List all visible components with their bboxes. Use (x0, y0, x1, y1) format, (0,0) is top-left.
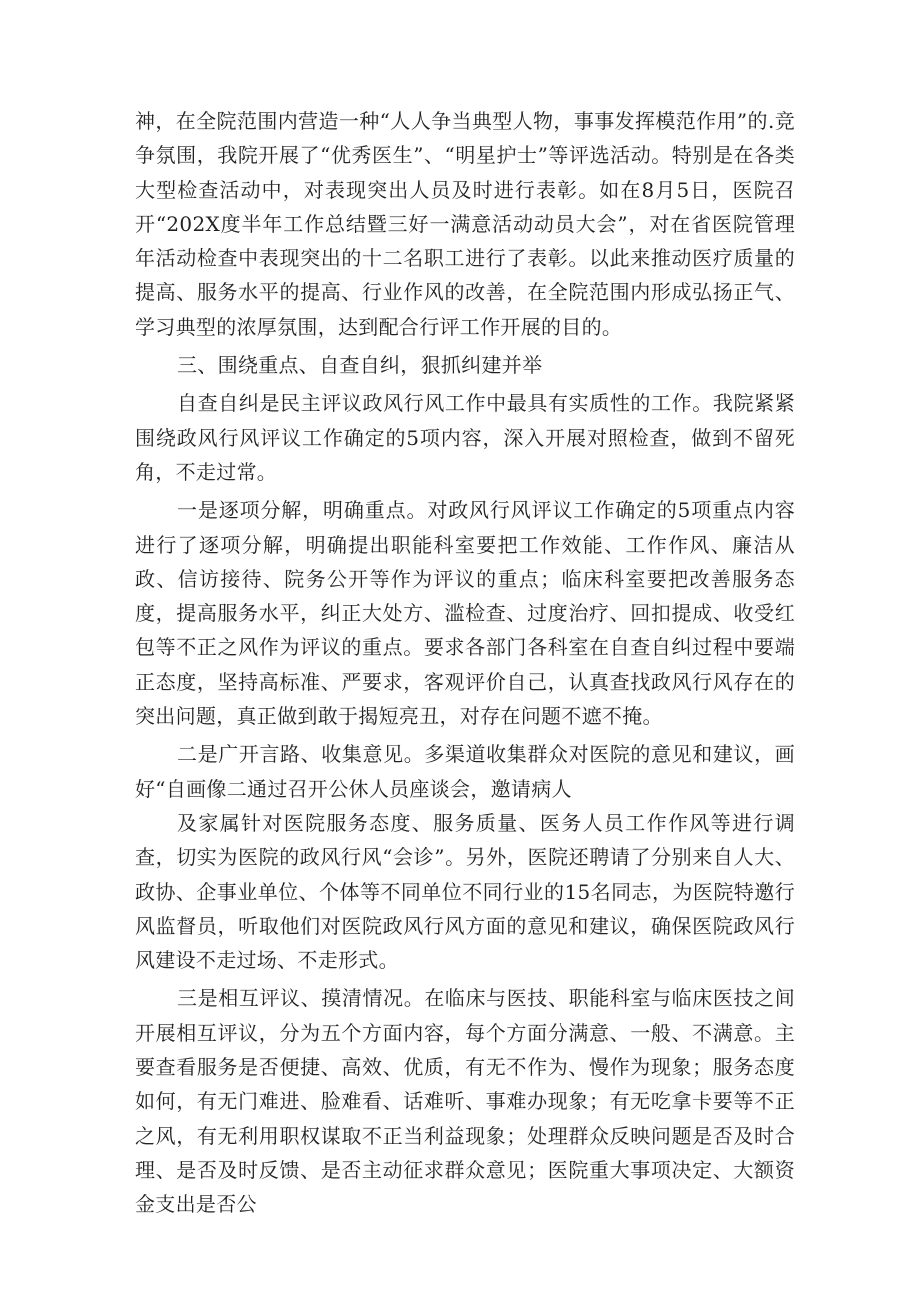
paragraph: 及家属针对医院服务态度、服务质量、医务人员工作作风等进行调查，切实为医院的政风行风“会诊”。另外，医院还聘请了分别来自人大、政协、企事业单位、个体等不同单位不同行业的15名同志，为医院特邀行风监督员，听取他们对医院政风行风方面的意见和建议，确保医院政风行风建设不走过场、不走形式。 (135, 810, 795, 973)
paragraph-continuation: 神，在全院范围内营造一种“人人争当典型人物，事事发挥模范作用”的.竞争氛围，我院开展了“优秀医生”、“明星护士”等评选活动。特别是在各类大型检查活动中，对表现突出人员及时进行表彰。如在8月5日，医院召开“202X度半年工作总结暨三好一满意活动动员大会”，对在省医院管理年活动检查中表现突出的十二名职工进行了表彰。以此来推动医疗质量的提高、服务水平的提高、行业作风的改善，在全院范围内形成弘扬正气、学习典型的浓厚氛围，达到配合行评工作开展的目的。 (135, 109, 795, 339)
document-body (135, 104, 795, 1222)
paragraph: 自查自纠是民主评议政风行风工作中最具有实质性的工作。我院紧紧围绕政风行风评议工作确定的5项内容，深入开展对照检查，做到不留死角，不走过常。 (135, 391, 795, 484)
paragraph: 一是逐项分解，明确重点。对政风行风评议工作确定的5项重点内容进行了逐项分解，明确提出职能科室要把工作效能、工作作风、廉洁从政、信访接待、院务公开等作为评议的重点；临床科室要把改善服务态度，提高服务水平，纠正大处方、滥检查、过度治疗、回扣提成、收受红包等不正之风作为评议的重点。要求各部门各科室在自查自纠过程中要端正态度，坚持高标准、严要求，客观评价自己，认真查找政风行风存在的突出问题，真正做到敢于揭短亮丑，对存在问题不遮不掩。 (135, 498, 795, 729)
section-heading: 三、围绕重点、自查自纠，狠抓纠建并举 (177, 353, 543, 378)
paragraph: 二是广开言路、收集意见。多渠道收集群众对医院的意见和建议，画好“自画像二通过召开公休人员座谈会，邀请病人 (135, 742, 795, 801)
paragraph: 三是相互评议、摸清情况。在临床与医技、职能科室与临床医技之间开展相互评议，分为五个方面内容，每个方面分满意、一般、不满意。主要查看服务是否便捷、高效、优质，有无不作为、慢作为现象；服务态度如何，有无门难进、脸难看、话难听、事难办现象；有无吃拿卡要等不正之风，有无利用职权谋取不正当利益现象；处理群众反映问题是否及时合理、是否及时反馈、是否主动征求群众意见；医院重大事项决定、大额资金支出是否公 (135, 986, 795, 1217)
